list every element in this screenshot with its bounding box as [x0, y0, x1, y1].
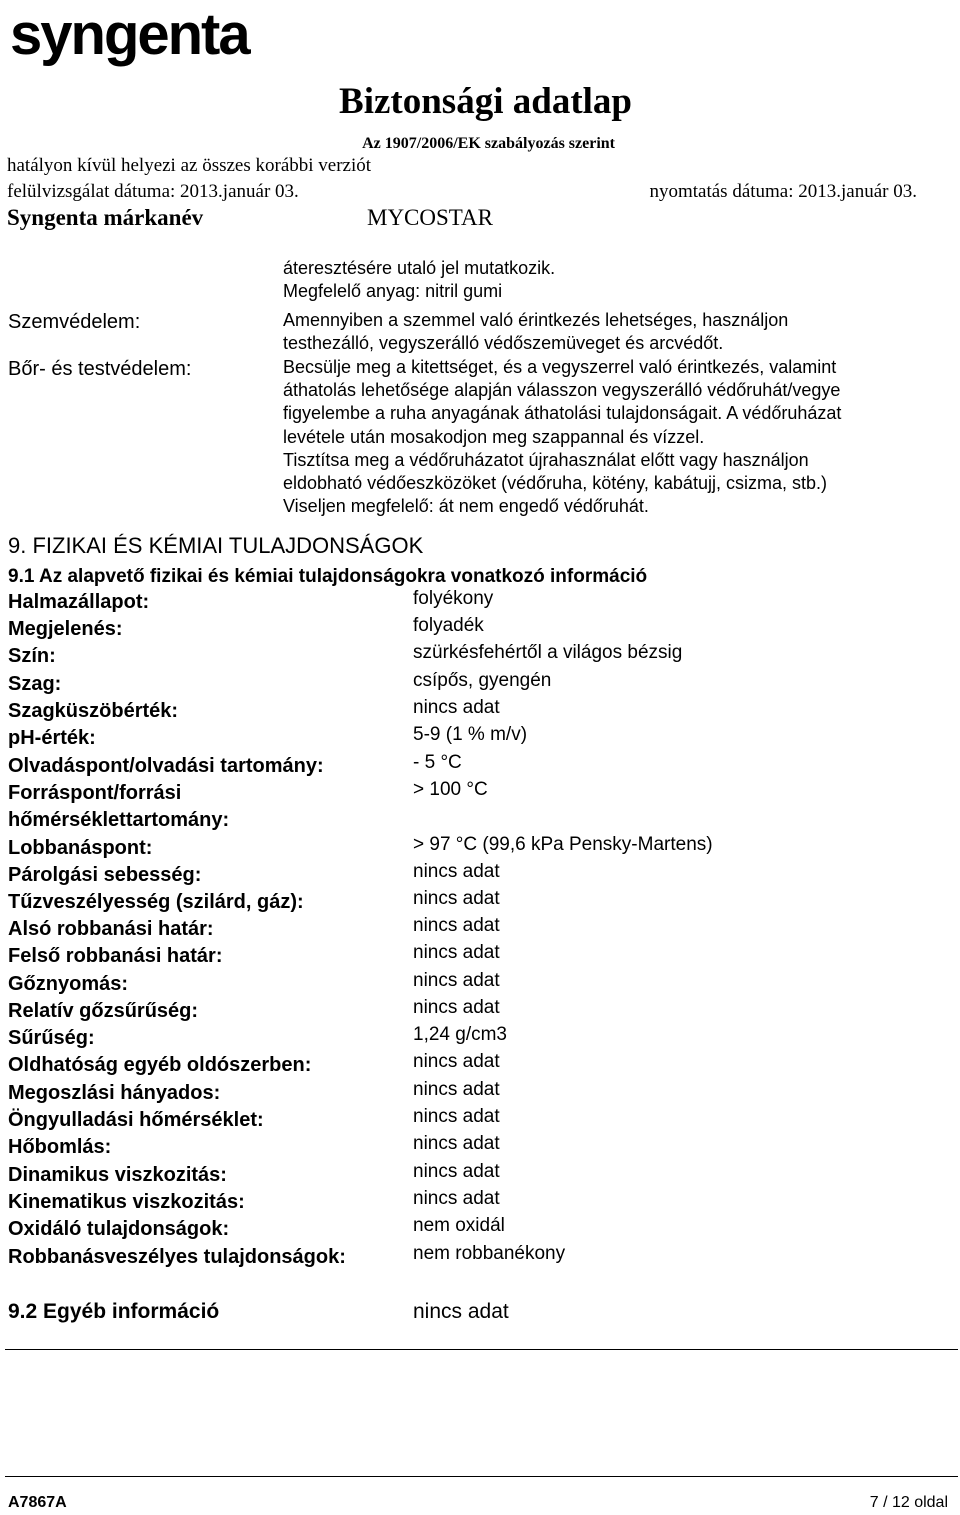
property-label: Párolgási sebesség: [8, 864, 202, 886]
property-row [8, 752, 908, 782]
property-label: Hőbomlás: [8, 1136, 112, 1158]
property-label: Megoszlási hányados: [8, 1082, 221, 1104]
property-label: hőmérséklettartomány: [8, 809, 230, 831]
property-row [8, 1024, 908, 1054]
text-line: testhezálló, vegyszerálló védőszemüveget és arcvédőt. [283, 333, 724, 354]
property-label: Oldhatóság egyéb oldószerben: [8, 1054, 312, 1076]
footer-divider [5, 1476, 958, 1477]
logo-text: syngenta [10, 2, 249, 67]
text-line: áthatolás lehetősége alapján válasszon vegyszerálló védőruhát/vegye [283, 380, 841, 401]
property-row [8, 1215, 908, 1245]
property-label: Öngyulladási hőmérséklet: [8, 1109, 264, 1131]
property-value: nincs adat [413, 1079, 500, 1100]
property-row [8, 1079, 908, 1109]
property-value: nincs adat [413, 1161, 500, 1182]
property-row [8, 1188, 908, 1218]
supersedes-note: hatályon kívül helyezi az összes korábbi verziót [7, 155, 372, 176]
property-value: 1,24 g/cm3 [413, 1024, 507, 1045]
property-row [8, 697, 908, 727]
property-label: Relatív gőzsűrűség: [8, 1000, 199, 1022]
brand-value: MYCOSTAR [367, 205, 493, 230]
property-row [8, 915, 908, 945]
property-value: nincs adat [413, 1106, 500, 1127]
property-label: Gőznyomás: [8, 973, 129, 995]
skin-protection-label: Bőr- és testvédelem: [8, 358, 192, 380]
property-value: szürkésfehértől a világos bézsig [413, 642, 683, 663]
property-row [8, 970, 908, 1000]
property-value: - 5 °C [413, 752, 462, 773]
text-line: Viseljen megfelelő: át nem engedő védőruhát. [283, 496, 649, 517]
text-line: Megfelelő anyag: nitril gumi [283, 281, 503, 302]
text-line: Tisztítsa meg a védőruházatot újrahasználat előtt vagy használjon [283, 449, 809, 470]
property-label: Forráspont/forrási [8, 782, 182, 804]
property-value: folyadék [413, 615, 484, 636]
property-value: nem oxidál [413, 1215, 505, 1236]
document-title: Biztonsági adatlap [339, 81, 632, 122]
property-row [8, 1161, 908, 1191]
text-line: Amennyiben a szemmel való érintkezés lehetséges, használjon [283, 310, 789, 330]
eye-protection-text [283, 309, 788, 355]
property-row [8, 809, 908, 836]
page-number: 7 / 12 oldal [869, 1494, 948, 1511]
subsection-9-2-value: nincs adat [413, 1300, 509, 1323]
property-value: > 97 °C (99,6 kPa Pensky-Martens) [413, 834, 713, 855]
property-value: nincs adat [413, 970, 500, 991]
property-label: Szín: [8, 645, 56, 667]
property-value: 5-9 (1 % m/v) [413, 724, 528, 745]
property-value: nem robbanékony [413, 1243, 566, 1264]
property-value: csípős, gyengén [413, 670, 552, 691]
property-label: Halmazállapot: [8, 591, 150, 613]
section-divider [5, 1349, 958, 1350]
property-label: Sűrűség: [8, 1027, 95, 1049]
property-label: Alsó robbanási határ: [8, 918, 214, 940]
syngenta-logo [10, 0, 249, 70]
print-date: nyomtatás dátuma: 2013.január 03. [649, 181, 917, 202]
subsection-9-1-heading: 9.1 Az alapvető fizikai és kémiai tulajdonságokra vonatkozó információ [8, 566, 648, 587]
property-row [8, 670, 908, 700]
property-row [8, 724, 908, 754]
property-label: Felső robbanási határ: [8, 945, 223, 967]
property-value: nincs adat [413, 942, 500, 963]
property-label: Megjelenés: [8, 618, 123, 640]
property-label: Oxidáló tulajdonságok: [8, 1218, 230, 1240]
property-value: nincs adat [413, 1188, 500, 1209]
product-code: A7867A [8, 1494, 67, 1511]
property-row [8, 1106, 908, 1136]
property-value: > 100 °C [413, 779, 488, 800]
property-row [8, 1051, 908, 1081]
property-row [8, 779, 908, 809]
property-row [8, 1133, 908, 1163]
property-value: nincs adat [413, 888, 500, 909]
skin-protection-text [283, 356, 841, 518]
brand-label: Syngenta márkanév [7, 205, 204, 230]
regulation-note: Az 1907/2006/EK szabályozás szerint [362, 135, 615, 152]
text-line: áteresztésére utaló jel mutatkozik. [283, 258, 556, 278]
property-row [8, 942, 908, 972]
property-value: nincs adat [413, 1133, 500, 1154]
property-label: Dinamikus viszkozitás: [8, 1164, 227, 1186]
property-row [8, 588, 908, 618]
section-9-heading: 9. FIZIKAI ÉS KÉMIAI TULAJDONSÁGOK [8, 533, 424, 558]
property-label: Olvadáspont/olvadási tartomány: [8, 755, 324, 777]
property-value: nincs adat [413, 915, 500, 936]
property-row [8, 642, 908, 672]
property-row [8, 888, 908, 918]
property-value: nincs adat [413, 1051, 500, 1072]
property-value: nincs adat [413, 697, 500, 718]
property-label: Szagküszöbérték: [8, 700, 179, 722]
property-row [8, 615, 908, 645]
property-row [8, 861, 908, 891]
property-label: Robbanásveszélyes tulajdonságok: [8, 1246, 346, 1268]
text-line: figyelembe a ruha anyagának áthatolási tulajdonságait. A védőruházat [283, 403, 842, 424]
text-line: Becsülje meg a kitettséget, és a vegyszerrel való érintkezés, valamint [283, 357, 837, 377]
property-label: Kinematikus viszkozitás: [8, 1191, 245, 1213]
property-row [8, 834, 908, 864]
text-line: eldobható védőeszközöket (védőruha, kötény, kabátujj, csizma, stb.) [283, 473, 827, 494]
property-value: nincs adat [413, 861, 500, 882]
property-value: nincs adat [413, 997, 500, 1018]
property-label: pH-érték: [8, 727, 96, 749]
property-row [8, 997, 908, 1027]
property-label: Szag: [8, 673, 62, 695]
revision-date: felülvizsgálat dátuma: 2013.január 03. [7, 181, 299, 202]
property-row [8, 1243, 908, 1273]
property-label: Lobbanáspont: [8, 837, 153, 859]
property-label: Tűzveszélyesség (szilárd, gáz): [8, 891, 304, 913]
subsection-9-2-heading: 9.2 Egyéb információ [8, 1300, 220, 1323]
property-value: folyékony [413, 588, 494, 609]
protection-intro [283, 257, 555, 303]
eye-protection-label: Szemvédelem: [8, 311, 141, 333]
text-line: levétele után mosakodjon meg szappannal és vízzel. [283, 426, 705, 447]
